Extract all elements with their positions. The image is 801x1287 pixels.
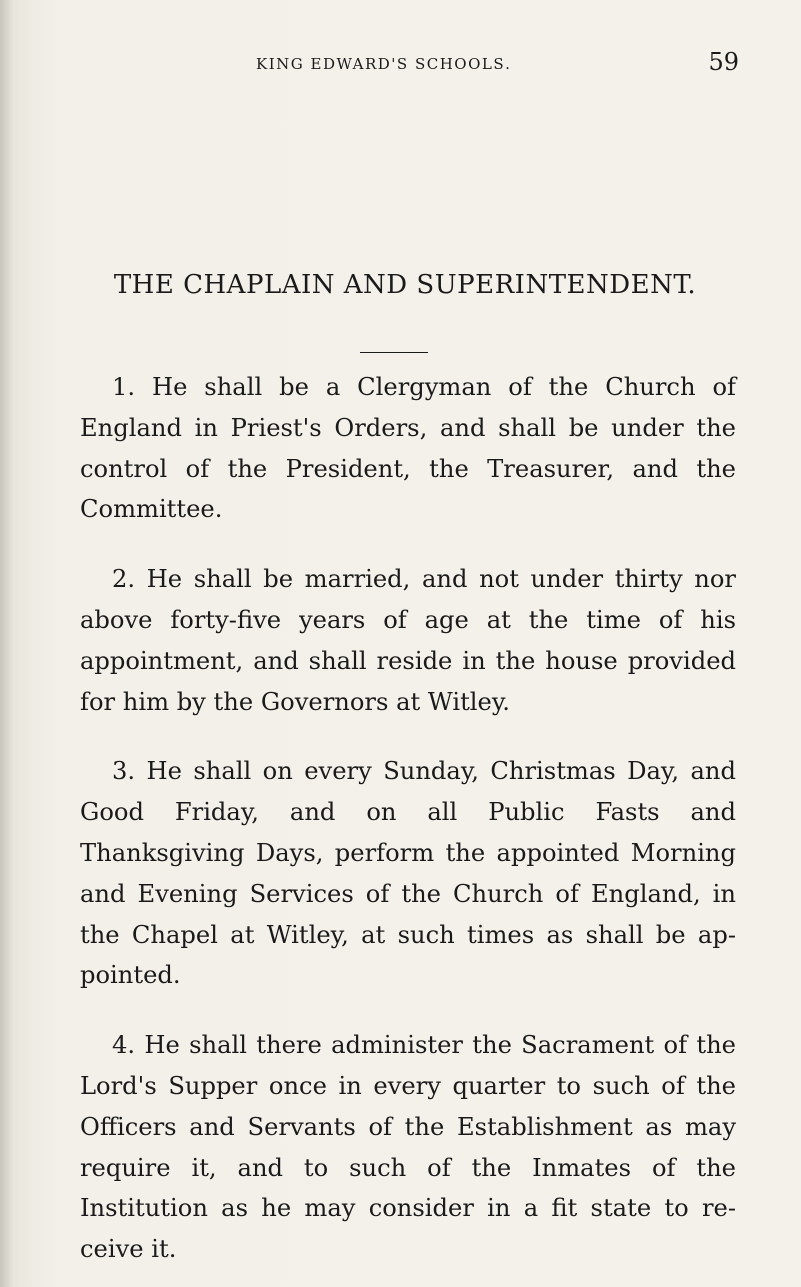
- paragraph-3: 3. He shall on every Sunday, Christmas Day, and Good Friday, and on all Public Fasts and Thanksgiving Days, perform the appointed Morning and Evening Services of the Church of England, in the Chapel at Witley, at such times as shall be ap- pointed.: [80, 757, 736, 990]
- section-heading: THE CHAPLAIN AND SUPERINTENDENT.: [113, 270, 697, 300]
- paragraph-1: 1. He shall be a Clergyman of the Church of England in Priest's Orders, and shall be under the control of the President, the Treasurer, and the Committee.: [80, 373, 736, 524]
- paragraph-2: 2. He shall be married, and not under thirty nor above forty-five years of age at the time of his appointment, and shall reside in the house provided for him by the Governors at Witley.: [80, 565, 736, 716]
- heading-rule: [360, 352, 428, 353]
- body-text: [80, 367, 736, 1270]
- page-spine-shadow: [0, 0, 14, 1287]
- running-head: [0, 48, 801, 78]
- paragraph-4: 4. He shall there administer the Sacrament of the Lord's Supper once in every quarter to such of the Officers and Servants of the Establishment as may require it, and to such of the Inmates of the Institution as he may consider in a fit state to re- ceive it.: [80, 1031, 736, 1264]
- running-title: king edward's schools.: [256, 50, 512, 74]
- page-number: 59: [708, 48, 739, 76]
